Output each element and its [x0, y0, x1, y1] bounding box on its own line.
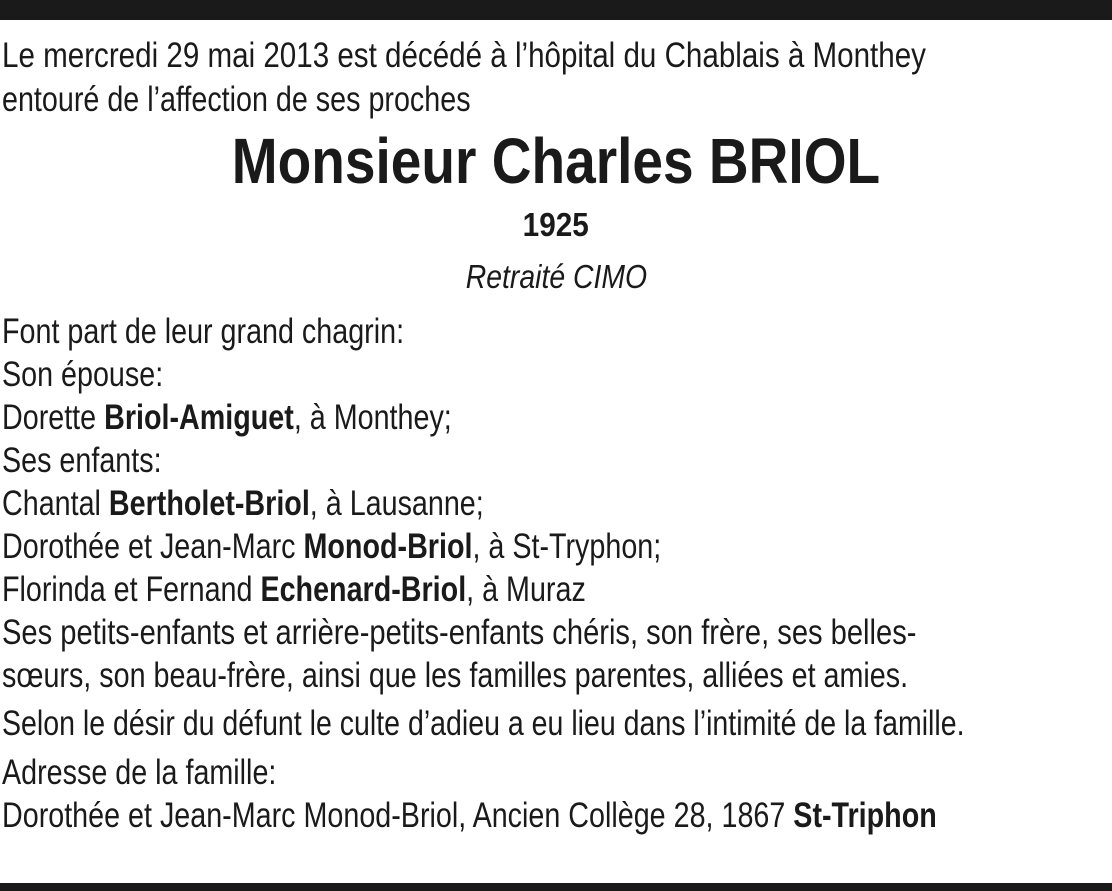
- spouse-place: , à Monthey;: [293, 398, 452, 437]
- spouse-label: Son épouse:: [2, 355, 164, 394]
- child-first-name: Dorothée et Jean-Marc: [2, 527, 304, 566]
- intro-line-1: Le mercredi 29 mai 2013 est décédé à l’hôpital du Chablais à Monthey: [2, 36, 926, 75]
- child-line: [2, 482, 1110, 525]
- spouse-last-name: Briol-Amiguet: [104, 398, 294, 437]
- child-last-name: Echenard-Briol: [260, 570, 467, 609]
- bottom-rule: [0, 883, 1112, 891]
- address-text: Dorothée et Jean-Marc Monod-Briol, Ancien Collège 28, 1867: [2, 796, 794, 835]
- spouse-first-name: Dorette: [2, 398, 105, 437]
- children-label: Ses enfants:: [2, 441, 162, 480]
- family-header: Font part de leur grand chagrin:: [2, 312, 405, 351]
- deceased-title: Retraité CIMO: [465, 258, 647, 295]
- spouse-line: [2, 396, 1110, 439]
- child-first-name: Florinda et Fernand: [2, 570, 261, 609]
- deceased-name: Monsieur Charles BRIOL: [231, 125, 881, 197]
- others-line-2: sœurs, son beau-frère, ainsi que les familles parentes, alliées et amies.: [2, 656, 909, 695]
- intro-line-2: entouré de l’affection de ses proches: [2, 80, 471, 119]
- address-city: St-Triphon: [793, 796, 937, 835]
- child-place: , à Muraz: [466, 570, 586, 609]
- top-rule: [0, 0, 1112, 20]
- child-last-name: Monod-Briol: [303, 527, 473, 566]
- child-line: [2, 568, 1110, 611]
- child-last-name: Bertholet-Briol: [108, 484, 310, 523]
- ceremony-text: Selon le désir du défunt le culte d’adieu a eu lieu dans l’intimité de la famille.: [2, 704, 965, 743]
- others-line-1: Ses petits-enfants et arrière-petits-enfants chéris, son frère, ses belles-: [2, 613, 917, 652]
- address-label: Adresse de la famille:: [2, 753, 277, 792]
- address-line: [2, 794, 1110, 837]
- birth-year: 1925: [522, 206, 590, 243]
- child-place: , à St-Tryphon;: [472, 527, 662, 566]
- child-first-name: Chantal: [2, 484, 109, 523]
- child-place: , à Lausanne;: [309, 484, 484, 523]
- child-line: [2, 525, 1110, 568]
- obituary-notice: [2, 34, 1110, 837]
